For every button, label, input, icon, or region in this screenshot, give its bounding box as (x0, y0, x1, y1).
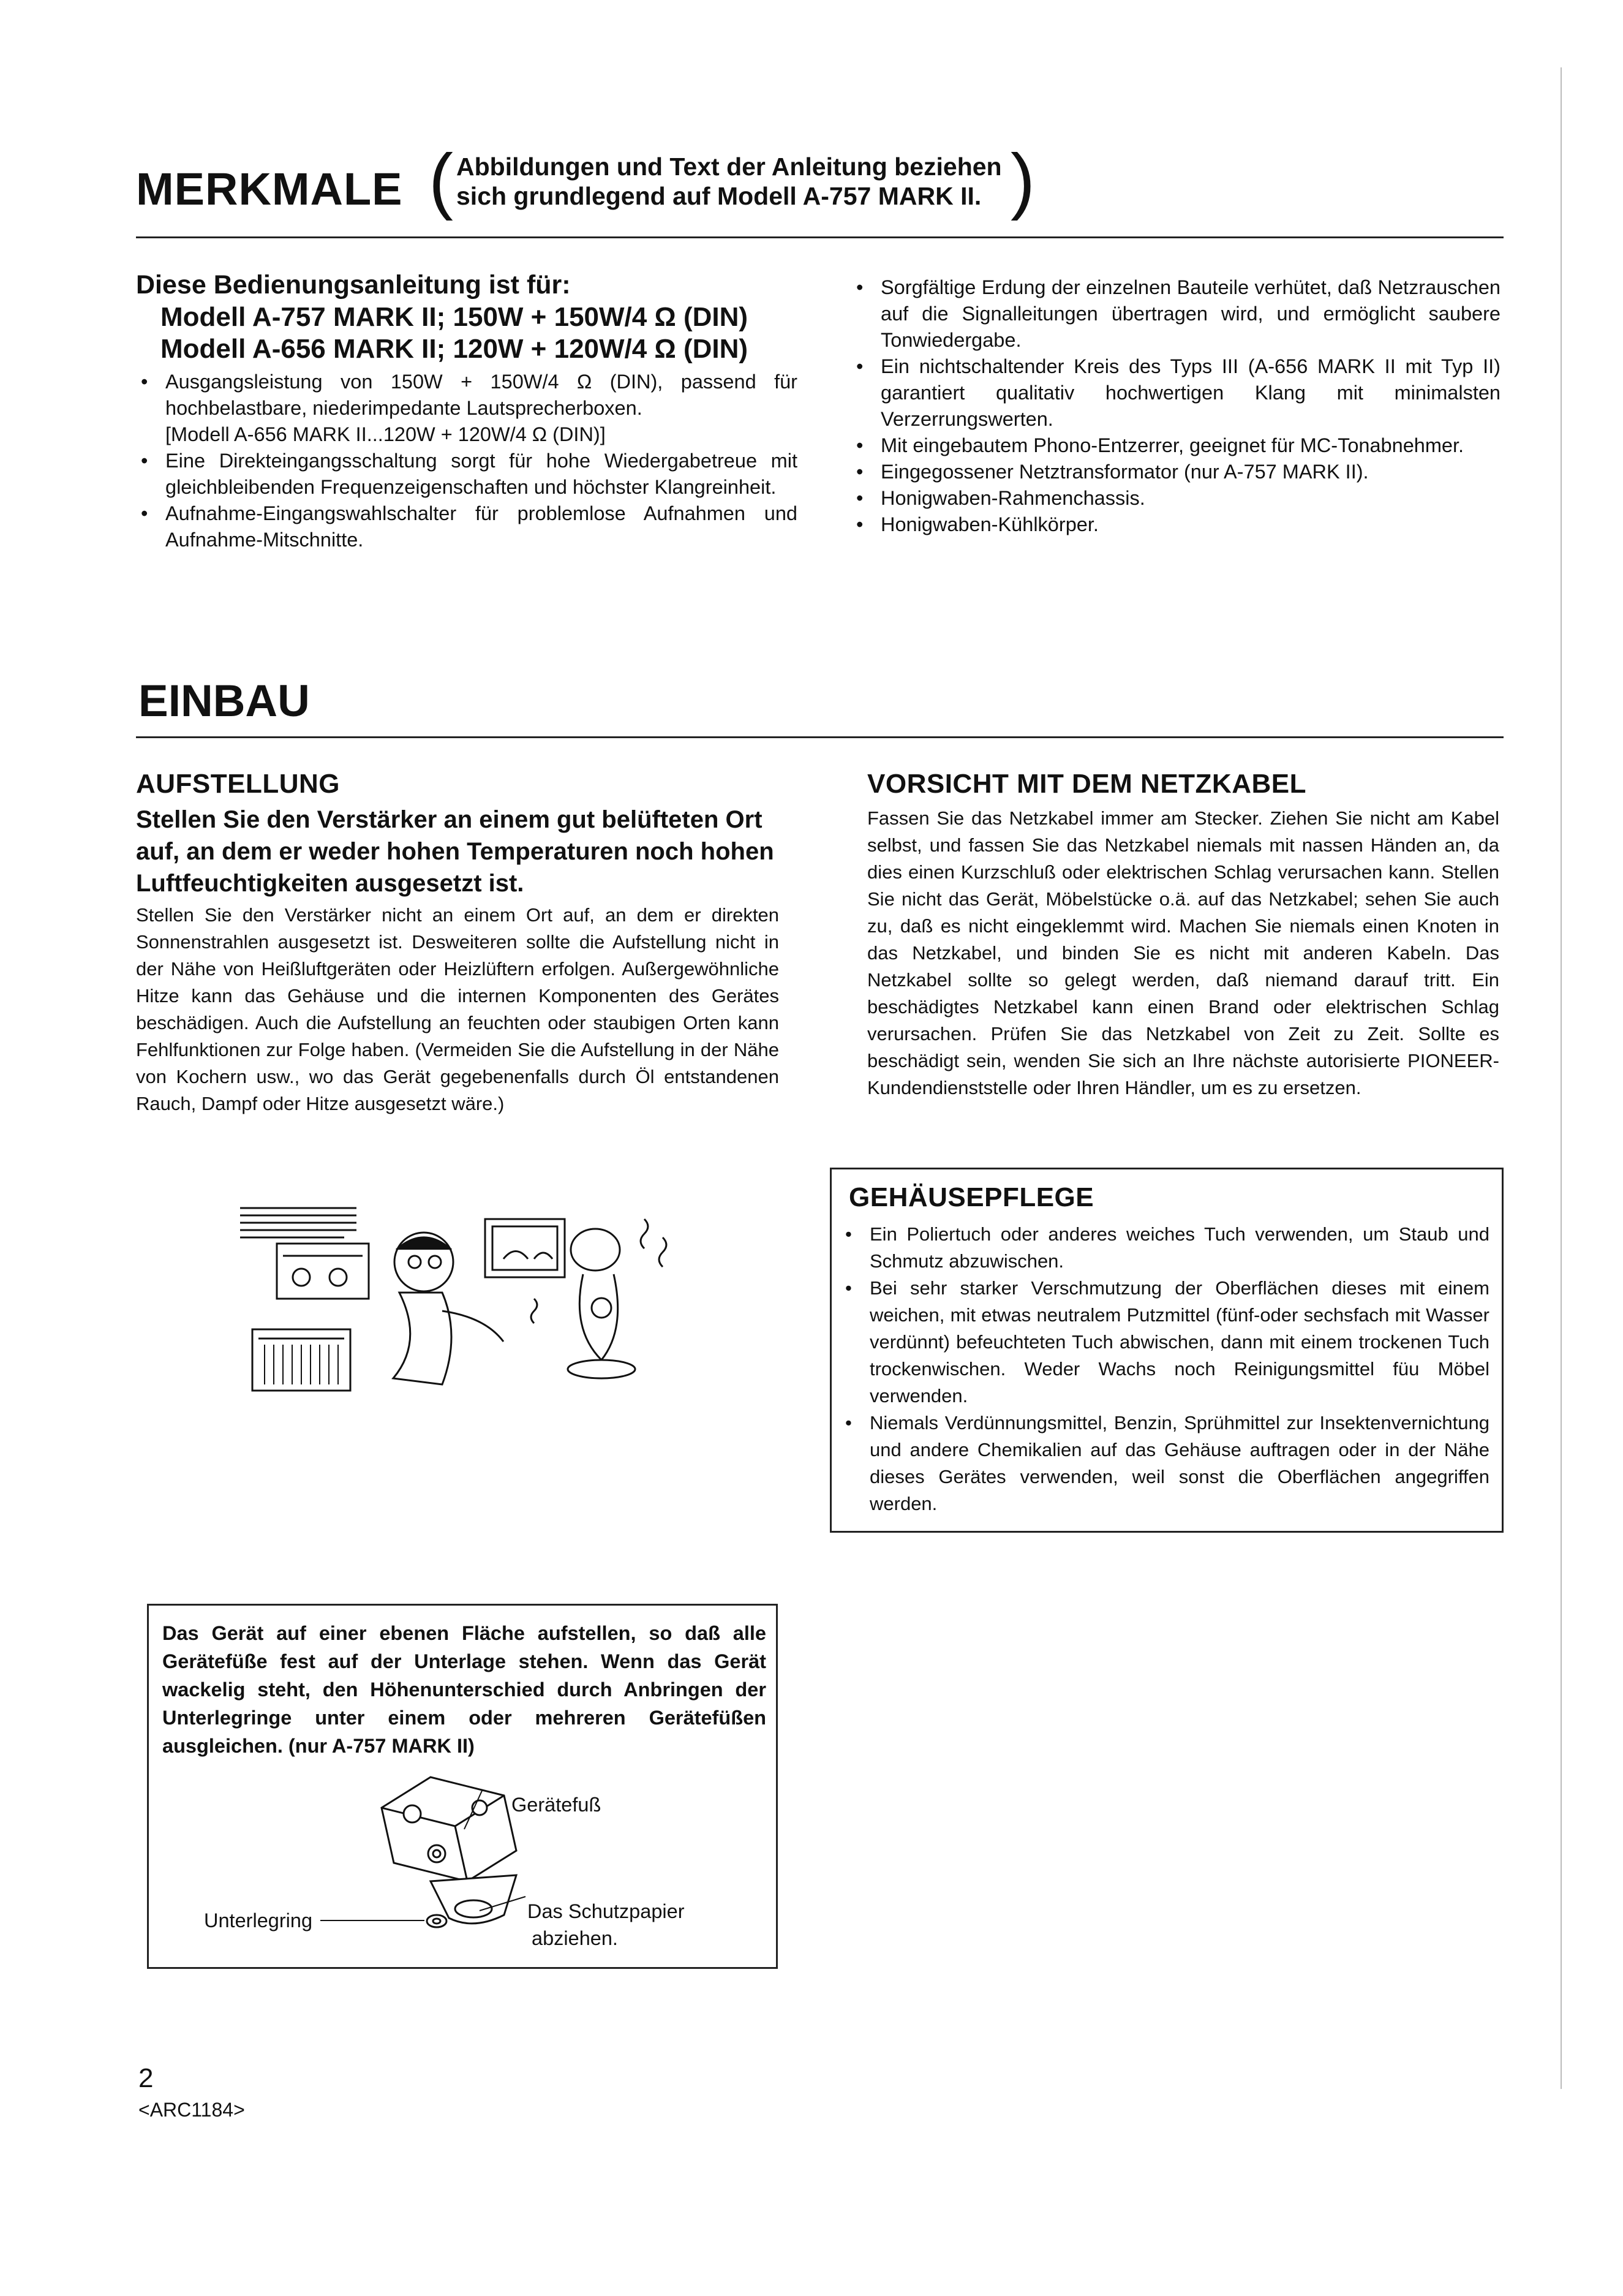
header-rule (136, 236, 1504, 238)
label-geraetefuss: Gerätefuß (511, 1794, 601, 1816)
label-unterlegring: Unterlegring (204, 1909, 313, 1932)
netzkabel-body: Fassen Sie das Netzkabel immer am Stecker. Ziehen Sie nicht am Kabel selbst, und fassen Sie das Netzkabel niemals mit nassen Händen an, da dies einen Kurzschluß oder elektrischen Schlag verursachen kann. Stellen Sie nicht das Gerät, Möbelstücke o.ä. auf das Netzkabel; sehen Sie auch zu, daß es nicht eingeklemmt wird. Machen Sie niemals einen Knoten in das Netzkabel, und binden Sie es nicht mit anderen Kabeln. Das Netzkabel sollte so gelegt werden, daß niemand darauf tritt. Ein beschädigtes Netzkabel kann einen Brand oder elektrischen Schlag verursachen. Prüfen Sie das Netzkabel von Zeit zu Zeit. Sollte es beschädigt sein, wenden Sie sich an Ihre nächste autorisierte PIONEER-Kundendienststelle oder Ihren Händler, um es zu ersetzen. (867, 807, 1499, 1098)
model-a656: Modell A-656 MARK II; 120W + 120W/4 Ω (DIN) (160, 334, 748, 364)
pflege-item-2: Bei sehr starker Verschmutzung der Oberflächen dieses mit einem weichen, mit etwas neutralem Putzmittel (fünf-oder sechsfach mit Wasser verdünnt) befeuchteten Tuch abwischen, dann mit einem trockenen Tuch trockenwischen. Weder Wachs noch Reinigungsmittel füu Möbel verwenden. (870, 1277, 1489, 1407)
document-code: <ARC1184> (138, 2099, 245, 2121)
foot-instruction-text: Das Gerät auf einer ebenen Fläche aufstellen, so daß alle Gerätefüße fest auf der Unterlage stehen. Wenn das Gerät wackelig steht, den Höhenunterschied durch Anbringen der Unterlegringe unter einem oder mehreren Gerätefüßen ausgleichen. (nur A-757 MARK II) (162, 1622, 766, 1757)
aufstellung-lead: Stellen Sie den Verstärker an einem gut belüfteten Ort auf, an dem er weder hohen Temperaturen noch hohen Luftfeuchtigkeiten ausgesetzt ist. (136, 806, 774, 897)
list-item (851, 459, 1501, 485)
gehaeusepflege-list (840, 1221, 1489, 1517)
subtitle-line-2: sich grundlegend auf Modell A-757 MARK II. (456, 182, 982, 210)
list-item (840, 1275, 1489, 1410)
aufstellung-heading: AUFSTELLUNG (136, 769, 341, 799)
intro-left-column (136, 268, 797, 553)
close-parenthesis: ) (1011, 139, 1035, 221)
feature-direct-input: Eine Direkteingangsschaltung sorgt für hohe Wiedergabetreue mit gleichbleibenden Frequenzeigenschaften und höchster Klangreinheit. (165, 450, 797, 498)
feature-grounding: Sorgfältige Erdung der einzelnen Bauteile verhütet, daß Netzrauschen auf die Signalleitungen übertragen wird, und ermöglicht saubere Tonwiedergabe. (881, 276, 1501, 351)
list-item (136, 369, 797, 448)
intro-title: Diese Bedienungsanleitung ist für: (136, 270, 571, 300)
foot-diagram (247, 1771, 737, 1961)
open-parenthesis: ( (429, 139, 453, 221)
aufstellung-body: Stellen Sie den Verstärker nicht an einem Ort auf, an dem er direkten Sonnenstrahlen ausgesetzt ist. Desweiteren sollte die Aufstellung nicht in der Nähe von Heißluftgeräten oder Heizlüftern erfolgen. Außergewöhnliche Hitze kann das Gehäuse und die internen Komponenten des Gerätes beschädigen. Auch die Aufstellung an feuchten oder staubigen Orten kann Fehlfunktionen zur Folge haben. (Vermeiden Sie die Aufstellung in der Nähe von Kochern usw., wo das Gerät gegebenenfalls durch Öl entstandenen Rauch, Dampf oder Hitze ausgesetzt wäre.) (136, 904, 779, 1114)
list-item (851, 512, 1501, 538)
list-item (136, 448, 797, 500)
aufstellung-section (136, 768, 779, 1117)
section-title-merkmale: MERKMALE (136, 164, 403, 214)
feature-power-note: [Modell A-656 MARK II...120W + 120W/4 Ω (DIN)] (165, 423, 606, 445)
gehaeusepflege-box (830, 1168, 1504, 1533)
intro-right-column (851, 274, 1501, 538)
feature-power: Ausgangsleistung von 150W + 150W/4 Ω (DIN), passend für hochbelastbare, niederimpedante Lautsprecherboxen. (165, 371, 797, 419)
list-item (851, 353, 1501, 432)
feature-rec-selector: Aufnahme-Eingangswahlschalter für problemlose Aufnahmen und Aufnahme-Mitschnitte. (165, 502, 797, 551)
feature-nonswitching: Ein nichtschaltender Kreis des Typs III (A-656 MARK II mit Typ II) garantiert qualitativ hochwertigen Klang mit minimalsten Verzerrungswerten. (881, 355, 1501, 430)
feature-heatsink: Honigwaben-Kühlkörper. (881, 513, 1099, 535)
list-item (851, 432, 1501, 459)
label-schutzpapier-1: Das Schutzpapier (527, 1900, 685, 1922)
netzkabel-section (867, 768, 1499, 1101)
label-schutzpapier-2: abziehen. (532, 1927, 618, 1949)
subtitle-line-1: Abbildungen und Text der Anleitung beziehen (456, 153, 1002, 181)
list-item (851, 485, 1501, 512)
feature-phono: Mit eingebautem Phono-Entzerrer, geeignet für MC-Tonabnehmer. (881, 434, 1464, 456)
feature-chassis: Honigwaben-Rahmenchassis. (881, 487, 1145, 509)
feature-transformer: Eingegossener Netztransformator (nur A-757 MARK II). (881, 461, 1369, 483)
list-item (136, 500, 797, 553)
gehaeusepflege-heading: GEHÄUSEPFLEGE (849, 1182, 1094, 1212)
pflege-item-3: Niemals Verdünnungsmittel, Benzin, Sprühmittel zur Insektenvernichtung und andere Chemikalien auf das Gehäuse auftragen oder in der Nähe dieses Gerätes verwenden, weil sonst die Oberflächen angegriffen werden. (870, 1412, 1489, 1514)
list-item (840, 1410, 1489, 1517)
model-a757: Modell A-757 MARK II; 150W + 150W/4 Ω (DIN) (160, 302, 748, 332)
intro-feature-list-left (136, 369, 797, 553)
page-number: 2 (138, 2063, 154, 2093)
pflege-item-1: Ein Poliertuch oder anderes weiches Tuch verwenden, um Staub und Schmutz abzuwischen. (870, 1223, 1489, 1272)
section-title-einbau: EINBAU (138, 676, 310, 726)
placement-illustration (240, 1201, 681, 1397)
netzkabel-heading: VORSICHT MIT DEM NETZKABEL (867, 769, 1306, 799)
intro-feature-list-right (851, 274, 1501, 538)
einbau-rule (136, 736, 1504, 738)
list-item (840, 1221, 1489, 1275)
scan-edge-line (1561, 67, 1562, 2089)
foot-instruction-box (147, 1604, 778, 1969)
list-item (851, 274, 1501, 353)
